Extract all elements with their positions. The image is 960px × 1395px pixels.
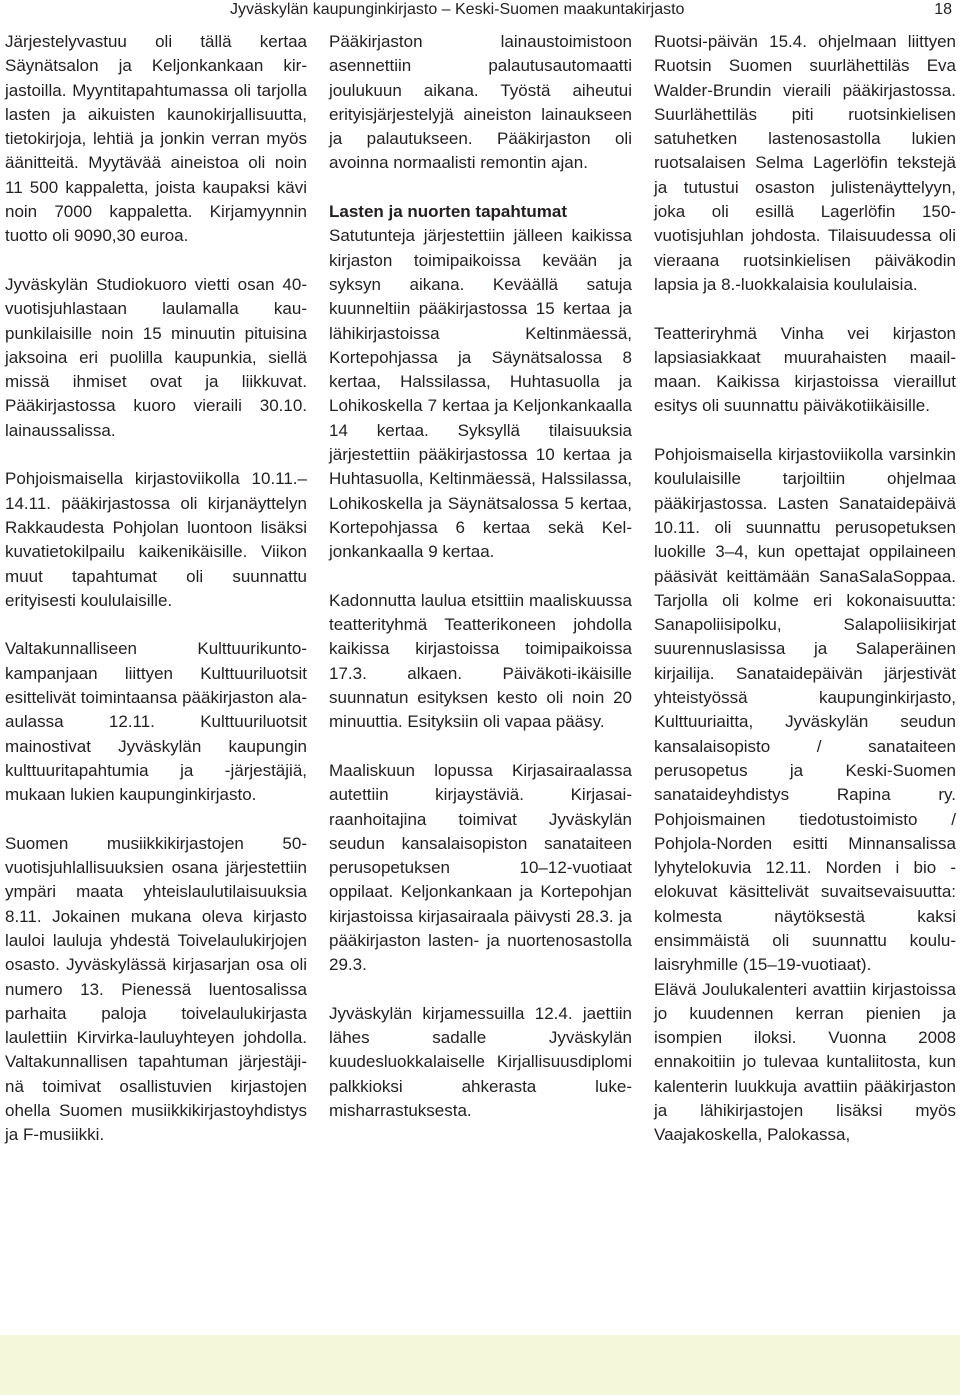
- page-header: [0, 0, 960, 28]
- paragraph: Suomen musiikkikirjastojen 50-vuotisjuhlallisuuksien osana järjestettiin ympäri maata yhteislaulutilaisuuksia 8.11. Jokainen mukana oleva kirjasto lauloi lauluja yhdestä Toivelaulukirjojen osasto. Jyväskylässä kirjasarjan osa oli numero 13. Pienessä luentosalissa parhaita paloja toivelaulukirjasta laulettiin Kirvirka-lauluyhteyen johdolla. Valtakunnallisen tapahtuman järjestäjinä toimivat osallistuvien kirjastojen ohella Suomen musiikkikirjastoyhdistys ja F-musiikki.: [5, 833, 307, 1145]
- paragraph: Jyväskylän kirjamessuilla 12.4. jaettiin lähes sadalle Jyväskylän kuudesluokkalaiselle Kirjallisuusdiplomi palkkioksi ahkerasta lukemisharrastuksesta.: [329, 1003, 632, 1121]
- paragraph: Valtakunnalliseen Kulttuurikuntokampanjaan liittyen Kulttuuriluotsit esittelivät toimintaansa pääkirjaston ala-aulassa 12.11. Kulttuuriluotsit mainostivat Jyväskylän kaupungin kulttuuritapahtumia ja -järjestäjiä, mukaan lukien kaupunginkirjasto.: [5, 639, 307, 805]
- paragraph: Elävä Joulukalenteri avattiin kirjastoissa jo kuudennen kerran pienien ja isompien iloksi. Vuonna 2008 ennakoitiin jo tulevaa kuntaliitosta, kun kalenterin luukkuja avattiin pääkirjaston ja lähikirjastojen lisäksi myös Vaajakoskella, Palokassa,: [654, 979, 956, 1145]
- paragraph: Jyväskylän Studiokuoro vietti osan 40-vuotisjuhlastaan laulamalla kaupunkilaisille noin 15 minuutin pituisina jaksoina eri puolilla kaupunkia, siellä missä ihmiset ovat ja liikkuvat. Pääkirjastossa kuoro vieraili 30.10. lainaussalissa.: [5, 274, 307, 440]
- text-column-3: [654, 30, 956, 1148]
- text-column-2: [329, 30, 632, 1123]
- paragraph: Teatteriryhmä Vinha vei kirjaston lapsiasiakkaat muurahaisten maailmaan. Kaikissa kirjastoissa vieraillut esitys oli suunnattu päiväkotiikäisille.: [654, 323, 956, 416]
- page-number: 18: [934, 1, 952, 18]
- text-column-1: [5, 30, 307, 1148]
- paragraph: Pohjoismaisella kirjastoviikolla 10.11.–14.11. pääkirjastossa oli kirjanäyttelyn Rakkaudesta Pohjolan luontoon lisäksi kuvatietokilpailu kaikenikäisille. Viikon muut tapahtumat oli suunnattu erityisesti koululaisille.: [5, 469, 307, 610]
- running-title: Jyväskylän kaupunginkirjasto – Keski-Suomen maakuntakirjasto: [230, 1, 685, 18]
- paragraph: Pääkirjaston lainaustoimistoon asennettiin palautusautomaatti joulukuun aikana. Työstä aiheutui erityisjärjestelyjä aineiston lainaukseen ja palautukseen. Pääkirjaston oli avoinna normaalisti remontin ajan.: [329, 32, 632, 173]
- footer-band: [0, 1335, 960, 1395]
- paragraph: Ruotsi-päivän 15.4. ohjelmaan liittyen Ruotsin Suomen suurlähettiläs Eva Walder-Brundin vieraili pääkirjastossa. Suurlähettiläs piti ruotsinkielisen satuhetken lastenosastolla lukien ruotsalaisen Selma Lagerlöfin tekstejä ja tutustui osaston julistenäyttelyyn, joka oli esillä Lagerlöfin 150-vuotisjuhlan johdosta. Tilaisuudessa oli vieraana ruotsinkielisen päiväkodin lapsia ja 8.-luokkalaisia koululaisia.: [654, 32, 956, 294]
- paragraph: Satutunteja järjestettiin jälleen kaikissa kirjaston toimipaikoissa kevään ja syksyn aikana. Keväällä satuja kuunneltiin pääkirjastossa 15 kertaa ja lähikirjastoissa Keltinmäessä, Kortepohjassa ja Säynätsalossa 8 kertaa, Halssilassa, Huhtasuolla ja Lohikoskella 7 kertaa ja Keljonkankaalla 14 kertaa. Syksyllä tilaisuuksia järjestettiin pääkirjastossa 10 kertaa ja Huhtasuolla, Keltinmäessä, Halssilassa, Lohikoskella ja Säynätsalossa 5 kertaa, Kortepohjassa 6 kertaa sekä Keljonkankaalla 9 kertaa.: [329, 226, 632, 562]
- paragraph: Järjestelyvastuu oli tällä kertaa Säynätsalon ja Keljonkankaan kirjastoilla. Myyntitapahtumassa oli tarjolla lasten ja aikuisten kaunokirjallisuutta, tietokirjoja, lehtiä ja jonkin verran myös äänitteitä. Myytävää aineistoa oli noin 11 500 kappaletta, joista kaupaksi kävi noin 7000 kappaletta. Kirjamyynnin tuotto oli 9090,30 euroa.: [5, 32, 307, 246]
- paragraph: Pohjoismaisella kirjastoviikolla varsinkin koululaisille tarjoiltiin ohjelmaa pääkirjastossa. Lasten Sanataidepäivä 10.11. oli suunnattu perusopetuksen luokille 3–4, kun opettajat oppilaineen pääsivät keittämään SanaSalaSoppaa. Tarjolla oli kolme eri kokonaisuutta: Sanapoliisipolku, Salapoliisikirjat suurennuslasissa ja Salaperäinen kirjailija. Sanataidepäivän järjestivät yhteistyössä kaupunginkirjasto, Kulttuuriaitta, Jyväskylän seudun kansalaisopisto / sanataiteen perusopetus ja Keski-Suomen sanataideyhdistys Rapina ry. Pohjoismainen tiedotustoimisto / Pohjola-Norden esitti Minnansalissa lyhytelokuvia 12.11. Norden i bio -elokuvat käsittelivät suvaitsevaisuutta: kolmesta näytöksestä kaksi ensimmäistä oli suunnattu koululaisryhmille (15–19-vuotiaat).: [654, 445, 956, 975]
- section-heading: Lasten ja nuorten tapahtumat: [329, 202, 568, 222]
- paragraph: Maaliskuun lopussa Kirjasairaalassa autettiin kirjaystäviä. Kirjasairaanhoitajina toimivat Jyväskylän seudun kansalaisopiston sanataiteen perusopetuksen 10–12-vuotiaat oppilaat. Keljonkankaan ja Kortepohjan kirjastoissa kirjasairaala päivysti 28.3. ja pääkirjaston lasten- ja nuortenosastolla 29.3.: [329, 760, 632, 975]
- paragraph: Kadonnutta laulua etsittiin maaliskuussa teatterityhmä Teatterikoneen johdolla kaikissa kirjastoissa toimipaikoissa 17.3. alkaen. Päiväkoti-ikäisille suunnatun esityksen kesto oli noin 20 minuuttia. Esityksiin oli vapaa pääsy.: [329, 590, 632, 732]
